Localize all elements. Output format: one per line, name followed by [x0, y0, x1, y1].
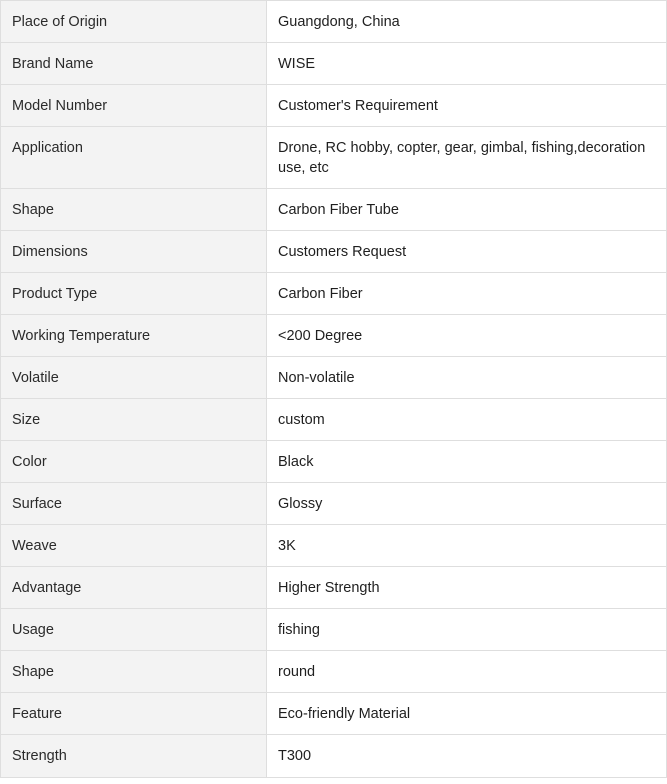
attribute-value: Higher Strength [267, 567, 667, 609]
attribute-label: Feature [1, 693, 267, 735]
attribute-label: Application [1, 127, 267, 189]
table-row [1, 609, 667, 651]
attribute-label: Weave [1, 525, 267, 567]
attribute-value: Glossy [267, 483, 667, 525]
attribute-label: Shape [1, 651, 267, 693]
attribute-label: Shape [1, 189, 267, 231]
table-row [1, 273, 667, 315]
attribute-label: Place of Origin [1, 1, 267, 43]
attribute-value: 3K [267, 525, 667, 567]
attribute-label: Dimensions [1, 231, 267, 273]
attribute-value: round [267, 651, 667, 693]
table-row [1, 525, 667, 567]
specification-table-body [1, 1, 667, 778]
attribute-value: T300 [267, 735, 667, 778]
attribute-label: Usage [1, 609, 267, 651]
attribute-label: Surface [1, 483, 267, 525]
attribute-value: fishing [267, 609, 667, 651]
attribute-label: Model Number [1, 85, 267, 127]
attribute-label: Advantage [1, 567, 267, 609]
table-row [1, 693, 667, 735]
attribute-value: Customers Request [267, 231, 667, 273]
table-row [1, 231, 667, 273]
table-row [1, 1, 667, 43]
table-row [1, 315, 667, 357]
attribute-label: Brand Name [1, 43, 267, 85]
table-row [1, 127, 667, 189]
table-row [1, 43, 667, 85]
table-row [1, 735, 667, 778]
table-row [1, 441, 667, 483]
attribute-label: Color [1, 441, 267, 483]
attribute-value: Customer's Requirement [267, 85, 667, 127]
table-row [1, 189, 667, 231]
attribute-value: custom [267, 399, 667, 441]
table-row [1, 651, 667, 693]
attribute-label: Volatile [1, 357, 267, 399]
attribute-value: WISE [267, 43, 667, 85]
attribute-label: Strength [1, 735, 267, 778]
table-row [1, 399, 667, 441]
attribute-label: Size [1, 399, 267, 441]
attribute-value: <200 Degree [267, 315, 667, 357]
attribute-value: Carbon Fiber Tube [267, 189, 667, 231]
attribute-value: Non-volatile [267, 357, 667, 399]
attribute-value: Carbon Fiber [267, 273, 667, 315]
attribute-value: Eco-friendly Material [267, 693, 667, 735]
attribute-value: Guangdong, China [267, 1, 667, 43]
table-row [1, 483, 667, 525]
table-row [1, 357, 667, 399]
attribute-label: Working Temperature [1, 315, 267, 357]
attribute-label: Product Type [1, 273, 267, 315]
attribute-value: Black [267, 441, 667, 483]
table-row [1, 85, 667, 127]
table-row [1, 567, 667, 609]
attribute-value: Drone, RC hobby, copter, gear, gimbal, fishing,decoration use, etc [267, 127, 667, 189]
